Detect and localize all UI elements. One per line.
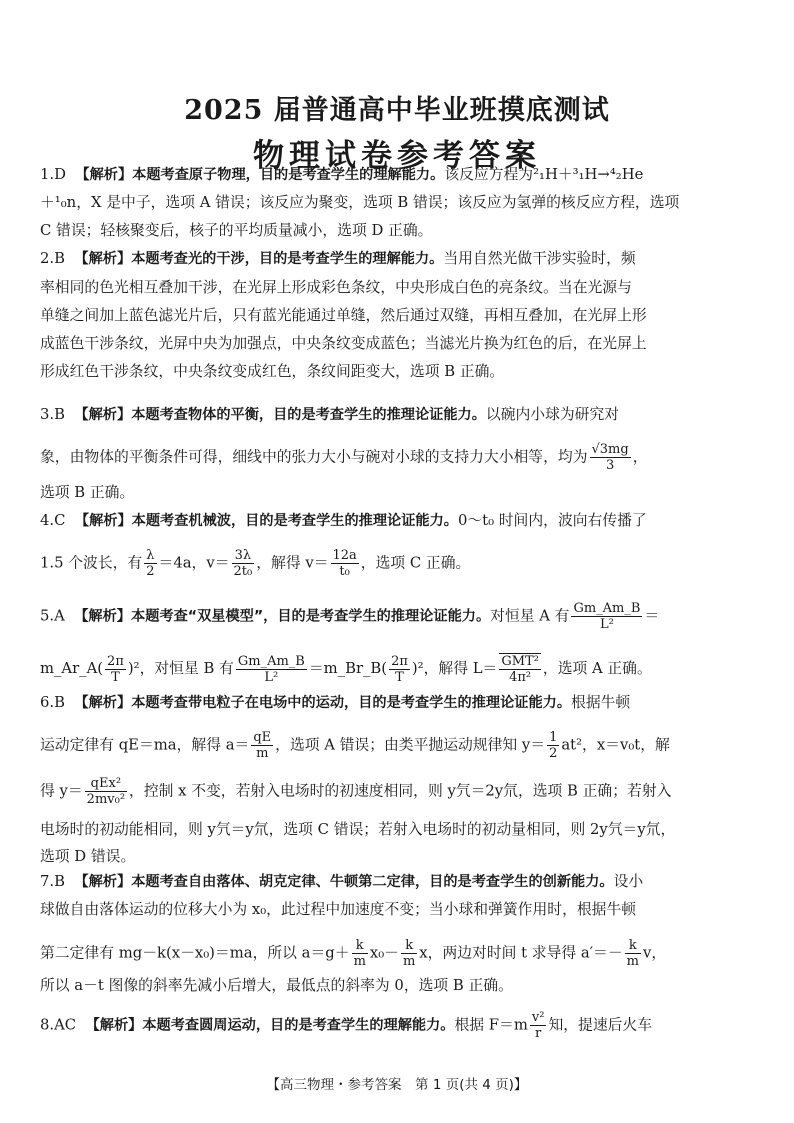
analysis-tag: 【解析】 — [75, 167, 133, 183]
fraction: $\frac{3\lambda}{\text{2t₀}}$ — [233, 548, 253, 579]
answer-text: 电场时的初动能相同，则 y氕＝y氘，选项 C 错误；若射入电场时的初动量相同，则 2y氕＝y氘， — [40, 821, 676, 838]
fraction: $\frac{Gm\_Am\_B}{\text{L²}}$ — [237, 653, 305, 685]
analysis-tag: 【解析】 — [74, 608, 131, 625]
fraction: $\frac{\text{v²}}{r}$ — [531, 1010, 545, 1041]
answer-text: 单缝之间加上蓝色滤光片后，只有蓝光能通过单缝，然后通过双缝，再相互叠加，在光屏上形 — [40, 307, 647, 324]
answer-lead: 本题考查原子物理，目的是考查学生的理解能力。 — [132, 167, 445, 183]
answer-text: ＋¹₀n，X 是中子，选项 A 错误；该反应为聚变，选项 B 错误；该反应为氢弹的核反应方程，选项 — [40, 194, 680, 211]
answer-text: 成蓝色干涉条纹，光屏中央为加强点，中央条纹变成蓝色；当滤光片换为红色的后，在光屏上 — [40, 335, 647, 352]
answer-number: 5.A — [40, 607, 65, 625]
analysis-tag: 【解析】 — [74, 513, 132, 529]
answer-number: 8.AC — [40, 1016, 77, 1034]
answer-number: 3.B — [40, 406, 65, 423]
answer-lead: 本题考查带电粒子在电场中的运动，目的是考查学生的推理论证能力。 — [131, 695, 572, 711]
fraction: $\frac{2\pi}{T}$ — [391, 653, 408, 685]
fraction: $\frac{\lambda}{2}$ — [146, 548, 155, 579]
fraction: $\frac{1}{2}$ — [549, 730, 558, 761]
fraction: $\frac{2\pi}{T}$ — [107, 653, 124, 685]
answer-text: 球做自由落体运动的位移大小为 x₀，此过程中加速度不变；当小球和弹簧作用时，根据牛顿 — [40, 901, 637, 918]
fraction: $\frac{k}{m}$ — [626, 938, 639, 969]
analysis-tag: 【解析】 — [74, 695, 132, 711]
answer-text: C 错误；轻核聚变后，核子的平均质量减小，选项 D 正确。 — [40, 222, 433, 239]
fraction: $\frac{k}{m}$ — [402, 938, 416, 969]
answer-text: 0～t₀ 时间内，波向右传播了 — [457, 512, 647, 529]
answer-lead: 本题考查物体的平衡，目的是考查学生的推理论证能力。 — [131, 407, 486, 423]
answer-lead: 本题考查光的干涉，目的是考查学生的理解能力。 — [131, 251, 444, 267]
answer-text: 率相同的色光相互叠加干涉，在光屏上形成彩色条纹，中央形成白色的亮条纹。当在光源与 — [40, 279, 632, 296]
answer-text: 形成红色干涉条纹，中央条纹变成红色，条纹间距变大，选项 B 正确。 — [40, 363, 505, 380]
answer-text: 该反应方程为²₁H＋³₁H→⁴₂He — [444, 166, 644, 183]
analysis-tag: 【解析】 — [74, 251, 132, 267]
answer-text: 选项 D 错误。 — [40, 848, 136, 865]
analysis-tag: 【解析】 — [74, 407, 132, 423]
page-subtitle: 物理试卷参考答案 — [253, 138, 541, 174]
answer-lead: 本题考查自由落体、胡克定律、牛顿第二定律，目的是考查学生的创新能力。 — [131, 874, 614, 890]
fraction: $\frac{qE}{m}$ — [253, 730, 272, 761]
answer-lead: 本题考查“双星模型”，目的是考查学生的推理论证能力。 — [131, 608, 491, 625]
answer-number: 2.B — [40, 250, 65, 267]
page-footer: 【高三物理・参考答案 第 1 页(共 4 页)】 — [266, 1077, 528, 1093]
answer-number: 4.C — [40, 512, 66, 529]
fraction: $\frac{k}{m}$ — [353, 938, 366, 969]
answer-text: 象，由物体的平衡条件可得，细线中的张力大小与碗对小球的支持力大小相等，均为 — [40, 448, 588, 466]
fraction: $\frac{\text{qEx²}}{\text{2mv₀²}}$ — [86, 776, 126, 807]
answer-number: 6.B — [40, 694, 65, 711]
answer-text: 当用自然光做干涉实验时，频 — [443, 250, 636, 267]
fraction: $\frac{Gm\_Am\_B}{\text{L²}}$ — [573, 601, 641, 632]
sqrt-fraction: $\frac{\text{GMT²}}{\text{4π²}}$ — [501, 654, 539, 685]
answer-lead: 本题考查圆周运动，目的是考查学生的理解能力。 — [142, 1017, 455, 1034]
page-title: 2025 届普通高中毕业班摸底测试 — [184, 95, 610, 126]
answer-number: 7.B — [40, 873, 65, 890]
fraction: $\frac{12a}{\text{t₀}}$ — [332, 548, 357, 579]
analysis-tag: 【解析】 — [85, 1017, 143, 1034]
answer-lead: 本题考查机械波，目的是考查学生的推理论证能力。 — [131, 513, 458, 529]
answer-text: 以碗内小球为研究对 — [485, 406, 620, 423]
answer-text: 选项 B 正确。 — [40, 484, 135, 501]
answer-number: 1.D — [40, 166, 66, 183]
fraction: $\frac{√3mg}{3}$ — [591, 442, 629, 473]
answer-text: 所以 a－t 图像的斜率先减小后增大，最低点的斜率为 0，选项 B 正确。 — [40, 977, 513, 994]
analysis-tag: 【解析】 — [74, 874, 132, 890]
